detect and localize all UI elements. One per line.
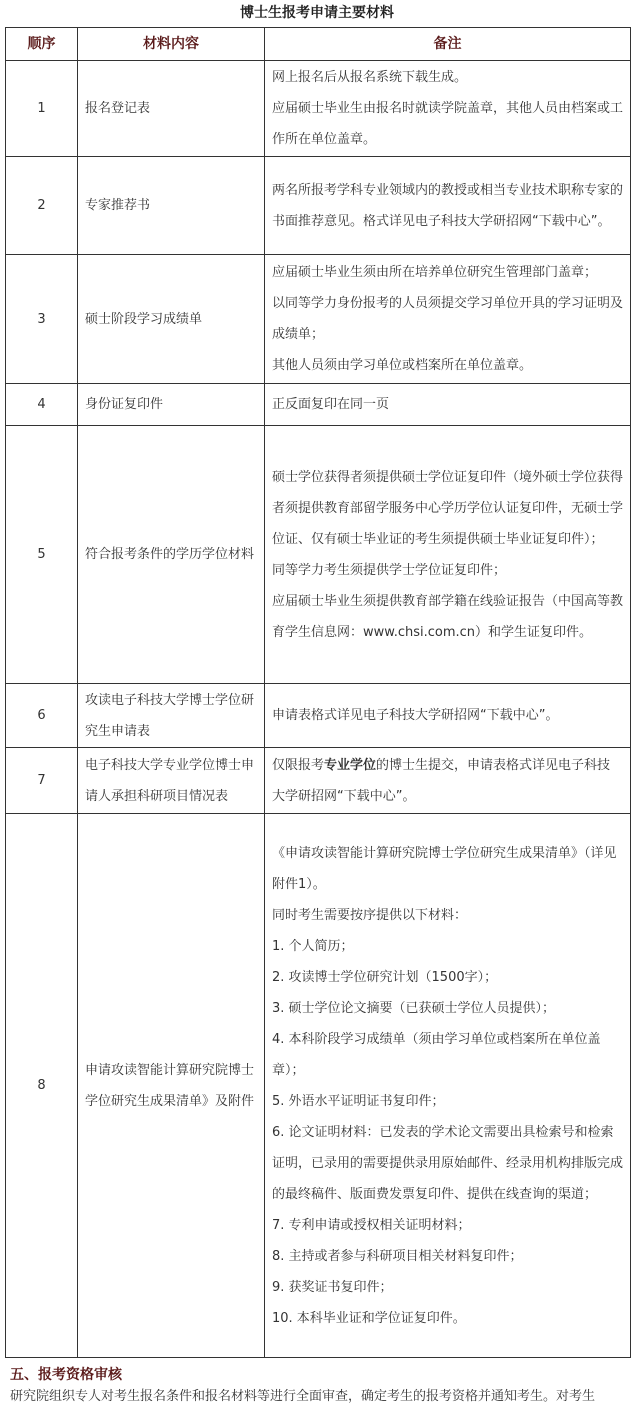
row-number: 4	[6, 384, 78, 426]
note-line: 2. 攻读博士学位研究计划（1500字）；	[272, 969, 498, 985]
note-line	[272, 750, 623, 812]
note-line: 同等学力考生须提供学士学位证复印件；	[272, 562, 507, 578]
row-number: 8	[6, 814, 78, 1358]
note-line: 两名所报考学科专业领域内的教授或相当专业技术职称专家的书面推荐意见。格式详见电子科技大学研招网“下载中心”。	[272, 182, 624, 229]
row-item: 专家推荐书	[78, 157, 265, 255]
note-line: 申请表格式详见电子科技大学研招网“下载中心”。	[272, 708, 559, 723]
note-line: 网上报名后从报名系统下载生成。	[272, 70, 468, 85]
note-line: 6. 论文证明材料：已发表的学术论文需要出具检索号和检索证明，已录用的需要提供录用原始邮件、经录用机构排版完成的最终稿件、版面费发票复印件、提供在线查询的渠道；	[272, 1124, 624, 1202]
row-item: 电子科技大学专业学位博士申请人承担科研项目情况表	[78, 748, 265, 814]
note-line: 应届硕士毕业生须由所在培养单位研究生管理部门盖章；	[272, 265, 598, 280]
row-number: 2	[6, 157, 78, 255]
materials-table	[5, 27, 631, 1358]
row-number: 1	[6, 61, 78, 157]
row-number: 5	[6, 426, 78, 684]
table-row	[6, 748, 631, 814]
row-notes	[265, 157, 631, 255]
row-notes	[265, 255, 631, 384]
note-line: 9. 获奖证书复印件；	[272, 1279, 393, 1295]
row-item: 申请攻读智能计算研究院博士学位研究生成果清单》及附件	[78, 814, 265, 1358]
note-line: 《申请攻读智能计算研究院博士学位研究生成果清单》（详见附件1）。	[272, 845, 617, 892]
note-text: 仅限报考	[272, 757, 325, 773]
note-line: 7. 专利申请或授权相关证明材料；	[272, 1217, 471, 1233]
row-notes	[265, 61, 631, 157]
row-number: 6	[6, 684, 78, 748]
note-line: 应届硕士毕业生须提供教育部学籍在线验证报告（中国高等教育学生信息网：www.chsi.com.cn）和学生证复印件。	[272, 593, 624, 640]
table-row	[6, 255, 631, 384]
table-row	[6, 61, 631, 157]
section-text: 研究院组织专人对考生报名条件和报名材料等进行全面审查，确定考生的报考资格并通知考生。对考生	[10, 1389, 596, 1404]
row-number: 3	[6, 255, 78, 384]
note-line: 8. 主持或者参与科研项目相关材料复印件；	[272, 1248, 523, 1264]
row-item: 报名登记表	[78, 61, 265, 157]
section-heading: 五、报考资格审核	[10, 1367, 122, 1383]
note-line: 3. 硕士学位论文摘要（已获硕士学位人员提供）；	[272, 1000, 556, 1016]
header-no: 顺序	[6, 28, 78, 61]
note-line: 10. 本科毕业证和学位证复印件。	[272, 1310, 466, 1326]
row-item: 攻读电子科技大学博士学位研究生申请表	[78, 684, 265, 748]
row-notes	[265, 384, 631, 426]
note-line: 5. 外语水平证明证书复印件；	[272, 1093, 445, 1109]
row-notes	[265, 684, 631, 748]
note-text: 的博士生提交，申请表格式详见电子科技大学研招网“下载中心”。	[272, 757, 611, 804]
table-row	[6, 684, 631, 748]
table-row	[6, 384, 631, 426]
table-title: 博士生报考申请主要材料	[240, 5, 394, 21]
note-bold: 专业学位	[324, 757, 377, 773]
note-line: 应届硕士毕业生由报名时就读学院盖章，其他人员由档案或工作所在单位盖章。	[272, 101, 624, 147]
header-item: 材料内容	[78, 28, 265, 61]
header-notes: 备注	[265, 28, 631, 61]
note-line: 其他人员须由学习单位或档案所在单位盖章。	[272, 358, 533, 373]
row-item: 身份证复印件	[78, 384, 265, 426]
row-notes	[265, 814, 631, 1358]
note-line: 硕士学位获得者须提供硕士学位证复印件（境外硕士学位获得者须提供教育部留学服务中心学历学位认证复印件，无硕士学位证、仅有硕士毕业证的考生须提供硕士毕业证复印件）；	[272, 469, 624, 547]
table-header	[6, 28, 631, 61]
note-line: 4. 本科阶段学习成绩单（须由学习单位或档案所在单位盖章）；	[272, 1031, 601, 1078]
row-notes	[265, 426, 631, 684]
table-row	[6, 426, 631, 684]
table-row	[6, 157, 631, 255]
note-line: 1. 个人简历；	[272, 938, 354, 954]
row-number: 7	[6, 748, 78, 814]
row-item: 硕士阶段学习成绩单	[78, 255, 265, 384]
note-line: 以同等学力身份报考的人员须提交学习单位开具的学习证明及成绩单；	[272, 296, 624, 342]
row-item: 符合报考条件的学历学位材料	[78, 426, 265, 684]
note-line: 正反面复印在同一页	[272, 397, 390, 412]
note-line: 同时考生需要按序提供以下材料：	[272, 907, 468, 923]
row-notes	[265, 748, 631, 814]
table-row	[6, 814, 631, 1358]
